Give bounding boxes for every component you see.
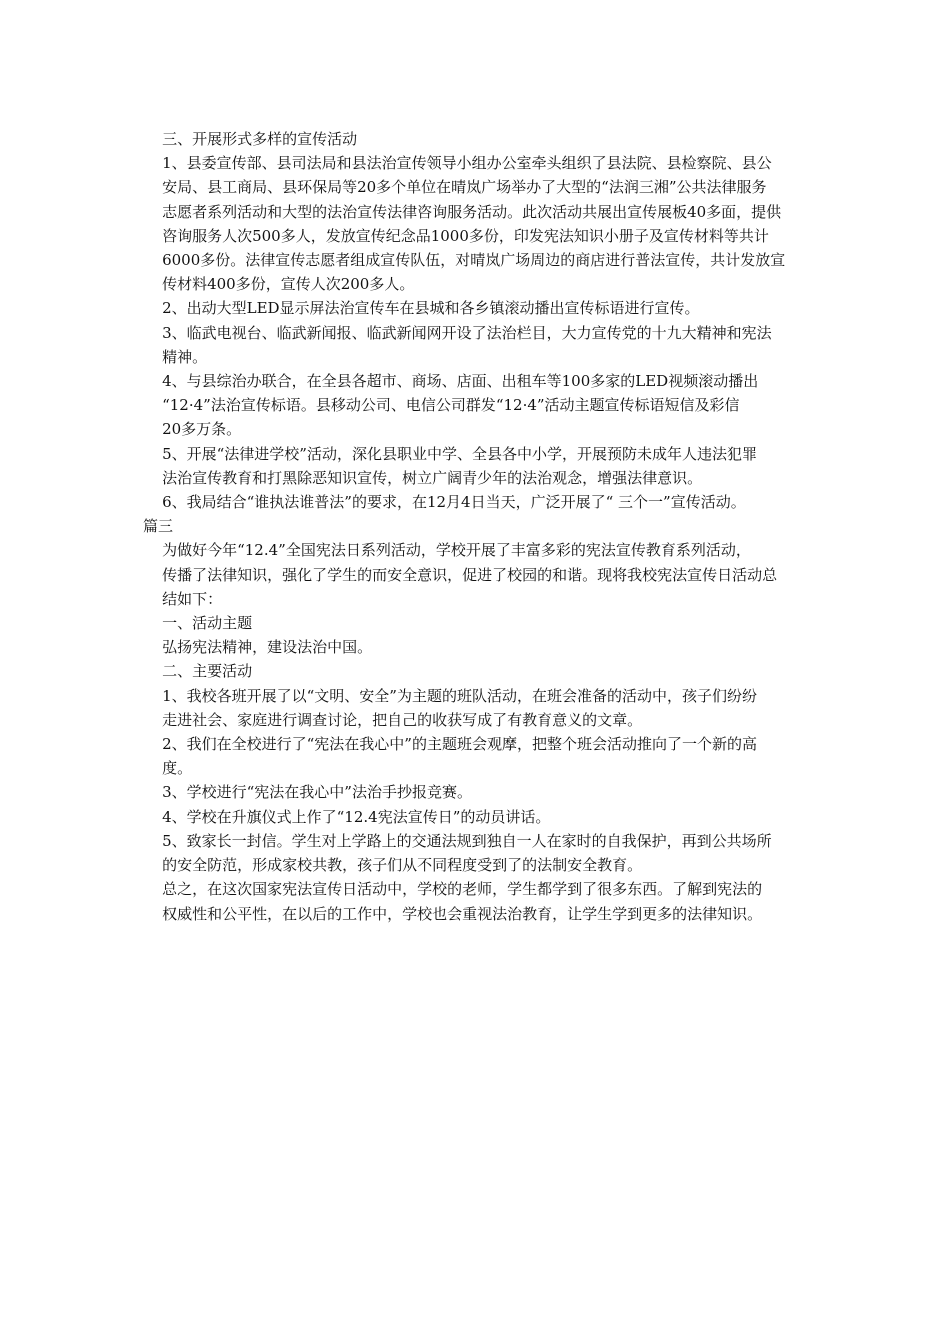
text-line: 2、我们在全校进行了“宪法在我心中”的主题班会观摩，把整个班会活动推向了一个新的高 xyxy=(162,735,757,754)
text-line: 1、我校各班开展了以“文明、安全”为主题的班队活动，在班会准备的活动中，孩子们纷纷 xyxy=(162,686,757,705)
paragraph xyxy=(143,659,815,683)
paragraph xyxy=(143,877,815,925)
paragraph xyxy=(143,151,815,296)
text-line: “12·4”法治宣传标语。县移动公司、电信公司群发“12·4”活动主题宣传标语短信及彩信 xyxy=(162,396,740,415)
text-line: 咨询服务人次500多人，发放宣传纪念品1000多份，印发宪法知识小册子及宣传材料等共计 xyxy=(162,226,769,245)
text-line: 三、开展形式多样的宣传活动 xyxy=(162,130,358,148)
text-line: 2、出动大型LED显示屏法治宣传车在县城和各乡镇滚动播出宣传标语进行宣传。 xyxy=(162,299,700,318)
paragraph xyxy=(143,829,815,877)
paragraph xyxy=(143,684,815,732)
text-line: 传材料400多份，宣传人次200多人。 xyxy=(162,275,415,294)
text-line: 3、学校进行“宪法在我心中”法治手抄报竞赛。 xyxy=(162,783,472,802)
text-line: 3、临武电视台、临武新闻报、临武新闻网开设了法治栏目，大力宣传党的十九大精神和宪法 xyxy=(162,323,772,342)
paragraph xyxy=(143,780,815,804)
text-line: 安局、县工商局、县环保局等20多个单位在晴岚广场举办了大型的“法润三湘”公共法律服务 xyxy=(162,178,767,197)
paragraph xyxy=(143,635,815,659)
paragraph xyxy=(143,321,815,369)
text-line: 法治宣传教育和打黑除恶知识宣传，树立广阔青少年的法治观念，增强法律意识。 xyxy=(162,468,703,487)
text-line: 精神。 xyxy=(162,347,208,366)
text-line: 6、我局结合“谁执法谁普法”的要求，在12月4日当天，广泛开展了“ 三个一”宣传活动。 xyxy=(162,493,746,512)
text-line: 一、活动主题 xyxy=(162,614,253,633)
text-line: 5、致家长一封信。学生对上学路上的交通法规到独自一人在家时的自我保护，再到公共场所 xyxy=(162,831,772,850)
text-line: 权威性和公平性，在以后的工作中，学校也会重视法治教育，让学生学到更多的法律知识。 xyxy=(162,904,763,923)
text-line: 6000多份。法律宣传志愿者组成宣传队伍，对晴岚广场周边的商店进行普法宣传，共计发放宣 xyxy=(162,251,786,270)
text-line: 传播了法律知识，强化了学生的而安全意识，促进了校园的和谐。现将我校宪法宣传日活动总 xyxy=(162,565,778,584)
paragraph xyxy=(143,538,815,611)
text-line: 志愿者系列活动和大型的法治宣传法律咨询服务活动。此次活动共展出宣传展板40多面，提供 xyxy=(162,202,782,221)
text-line: 走进社会、家庭进行调查讨论，把自己的收获写成了有教育意义的文章。 xyxy=(162,710,643,729)
paragraph xyxy=(143,490,815,514)
text-line: 的安全防范，形成家校共教，孩子们从不同程度受到了的法制安全教育。 xyxy=(162,856,643,875)
paragraph xyxy=(143,611,815,635)
paragraph xyxy=(143,442,815,490)
paragraph xyxy=(143,296,815,320)
text-line: 5、开展“法律进学校”活动，深化县职业中学、全县各中小学，开展预防未成年人违法犯罪 xyxy=(162,444,757,463)
text-line: 弘扬宪法精神，建设法治中国。 xyxy=(162,638,373,657)
text-line: 1、县委宣传部、县司法局和县法治宣传领导小组办公室牵头组织了县法院、县检察院、县公 xyxy=(162,154,772,173)
paragraph xyxy=(143,732,815,780)
text-line: 为做好今年“12.4”全国宪法日系列活动，学校开展了丰富多彩的宪法宣传教育系列活动， xyxy=(162,541,751,560)
paragraph xyxy=(143,127,815,151)
text-line: 篇三 xyxy=(143,517,174,536)
paragraph xyxy=(143,805,815,829)
text-line: 结如下： xyxy=(162,589,223,608)
document-body xyxy=(143,127,815,926)
paragraph xyxy=(143,369,815,442)
text-line: 总之，在这次国家宪法宣传日活动中，学校的老师，学生都学到了很多东西。了解到宪法的 xyxy=(162,880,763,899)
text-line: 4、学校在升旗仪式上作了“12.4宪法宣传日”的动员讲话。 xyxy=(162,807,551,826)
text-line: 度。 xyxy=(162,759,193,778)
text-line: 二、主要活动 xyxy=(162,662,253,681)
text-line: 20多万条。 xyxy=(162,420,242,439)
paragraph xyxy=(143,514,815,538)
text-line: 4、与县综治办联合，在全县各超市、商场、店面、出租车等100多家的LED视频滚动播出 xyxy=(162,372,759,391)
